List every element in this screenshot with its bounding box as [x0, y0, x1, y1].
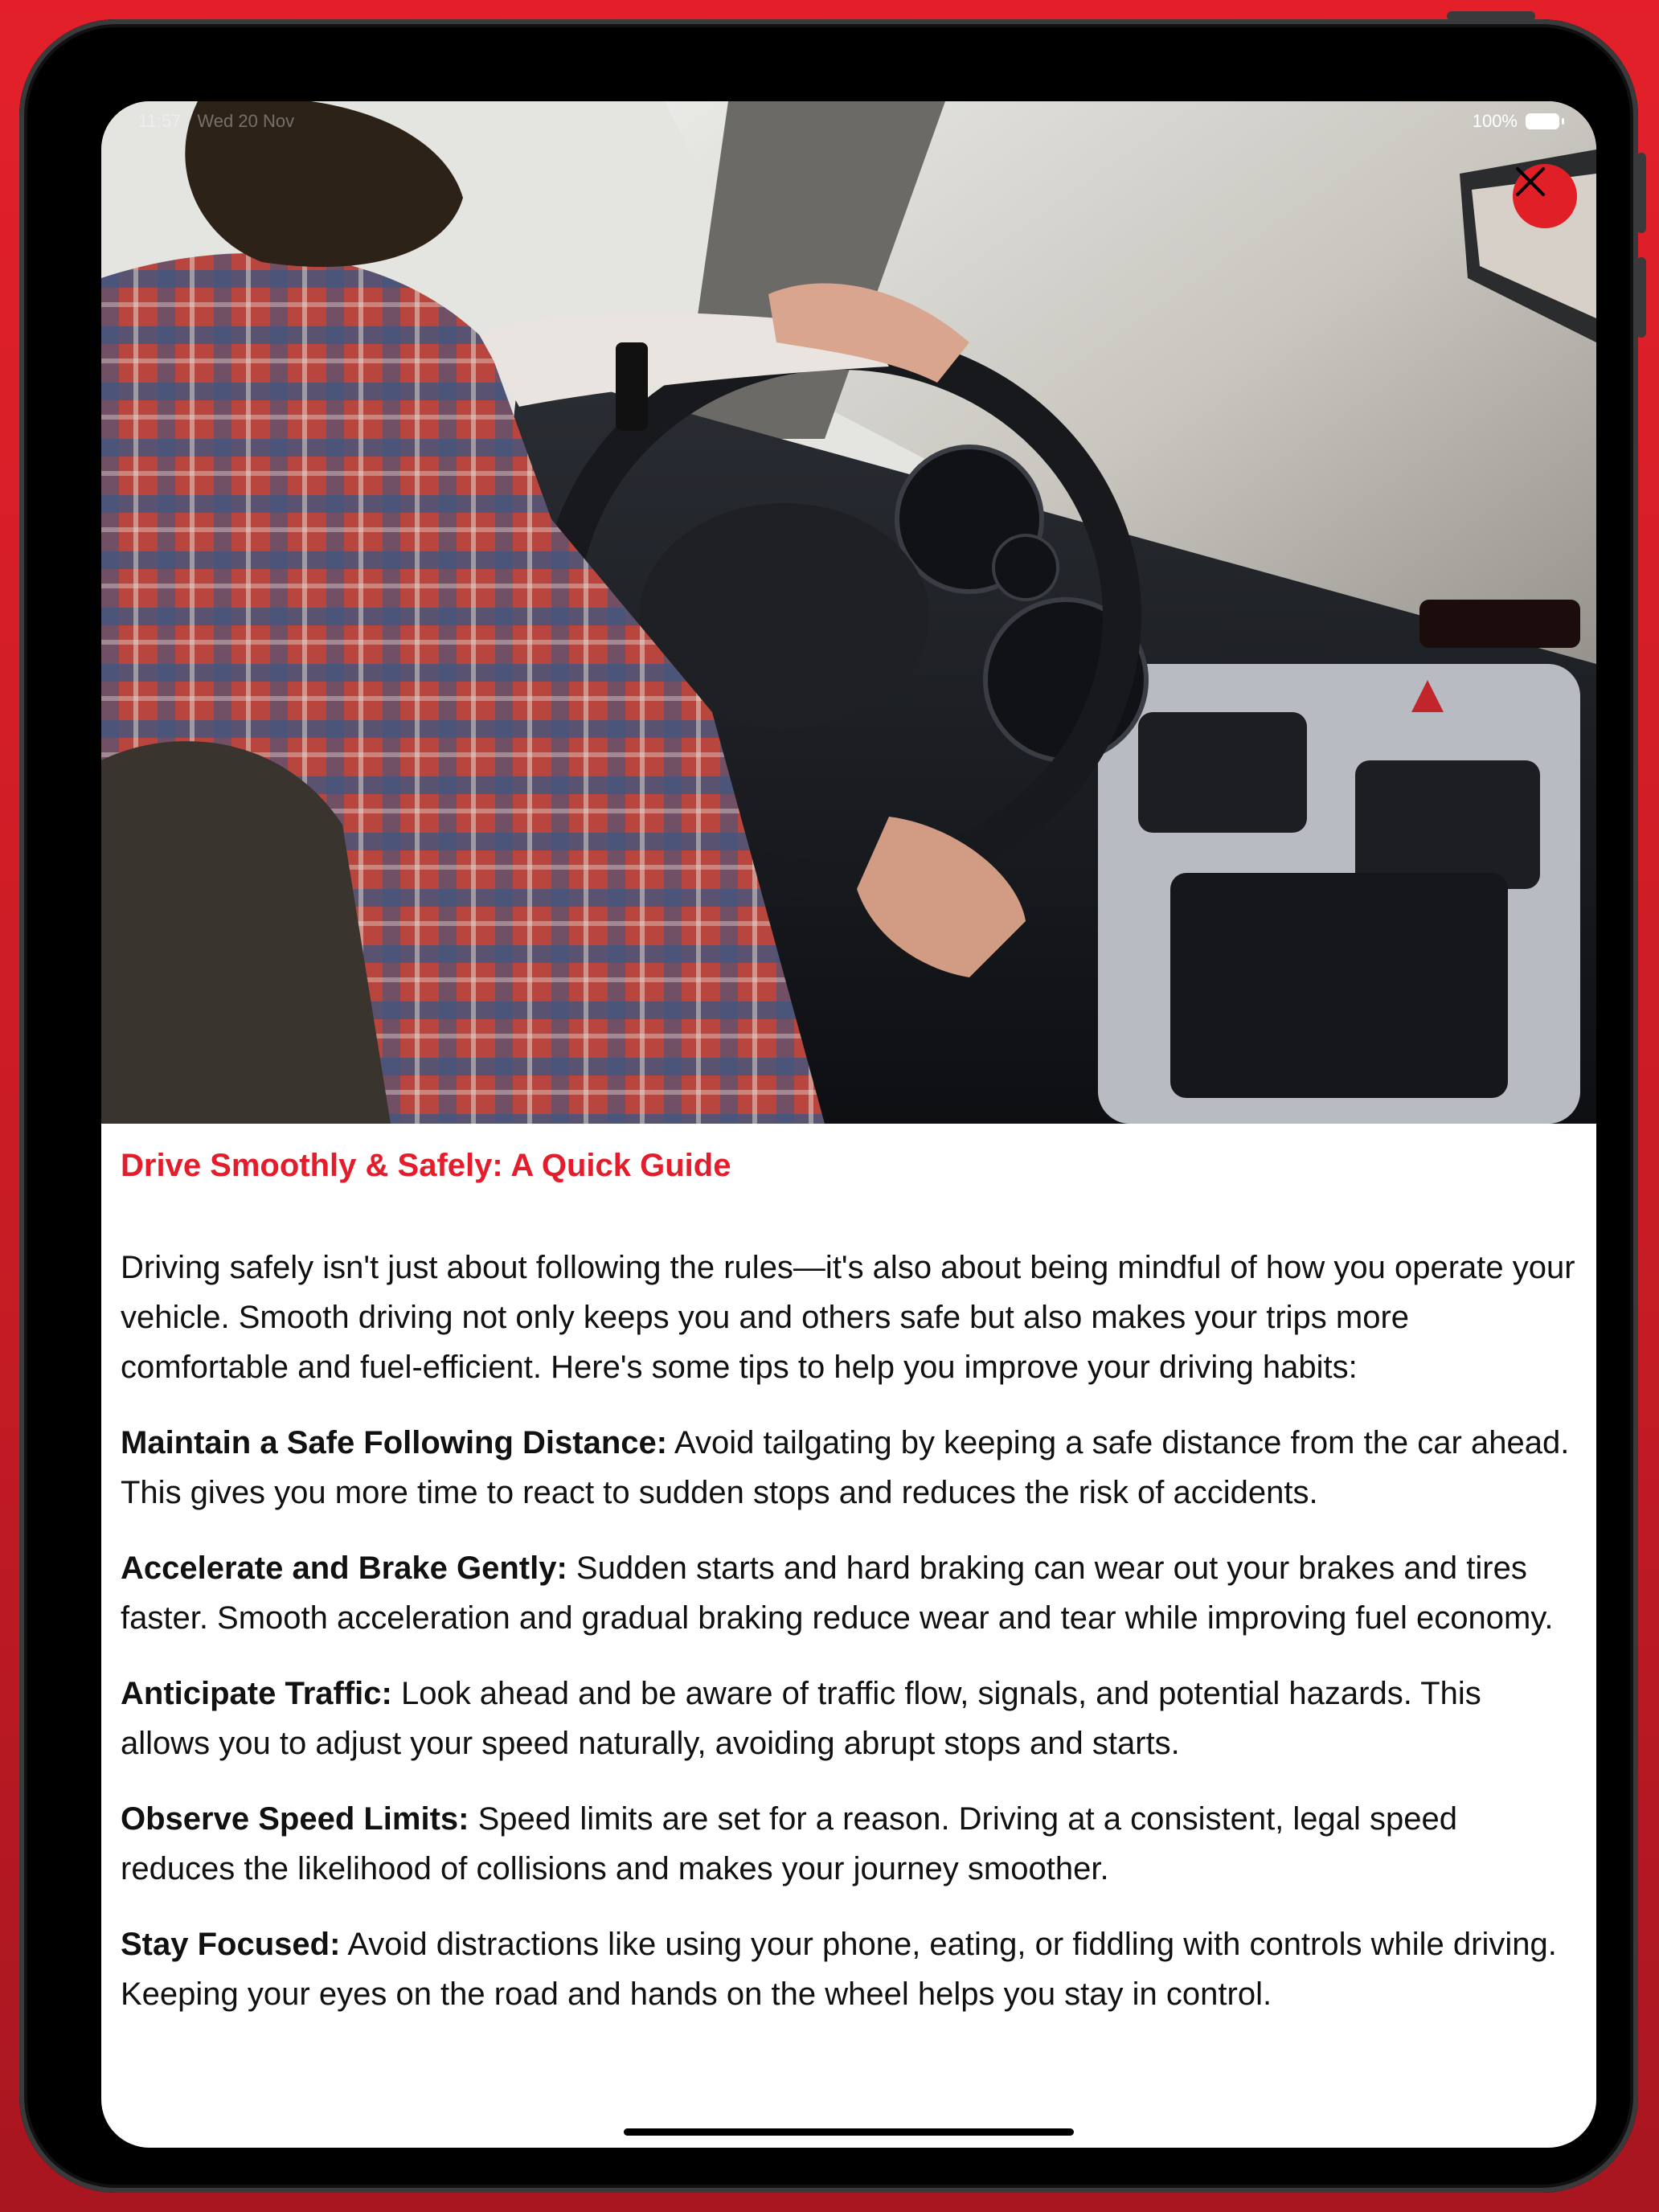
tip-heading: Maintain a Safe Following Distance: — [121, 1425, 668, 1460]
status-left — [138, 111, 294, 132]
tip-following-distance — [121, 1418, 1577, 1518]
tip-anticipate-traffic — [121, 1669, 1577, 1768]
status-date: Wed 20 Nov — [197, 111, 295, 131]
tablet-frame — [19, 19, 1638, 2193]
status-time: 11:57 — [138, 111, 182, 131]
tip-heading: Anticipate Traffic: — [121, 1676, 392, 1711]
screen — [101, 101, 1596, 2148]
tip-heading: Observe Speed Limits: — [121, 1801, 469, 1837]
status-bar — [101, 101, 1596, 141]
home-indicator[interactable] — [624, 2128, 1074, 2136]
tip-text: Speed limits are set for a reason. Driving at a consistent, legal speed reduces the likelihood of collisions and makes your journey smoother. — [121, 1801, 1458, 1886]
tip-accelerate-brake — [121, 1543, 1577, 1643]
close-icon — [1513, 164, 1548, 199]
wifi-icon — [101, 101, 124, 119]
tip-text: Sudden starts and hard braking can wear out your brakes and tires faster. Smooth acceleration and gradual braking reduce wear and tear while improving fuel economy. — [121, 1550, 1554, 1636]
tip-heading: Stay Focused: — [121, 1927, 341, 1962]
close-button[interactable] — [1513, 164, 1577, 228]
article-title: Drive Smoothly & Safely: A Quick Guide — [121, 1148, 731, 1183]
article-content — [121, 1124, 1577, 2019]
tip-stay-focused — [121, 1919, 1577, 2019]
tip-speed-limits — [121, 1794, 1577, 1894]
status-right — [1473, 111, 1559, 132]
tip-text: Avoid tailgating by keeping a safe distance from the car ahead. This gives you more time to react to sudden stops and reduces the risk of accidents. — [121, 1425, 1570, 1510]
tip-heading: Accelerate and Brake Gently: — [121, 1550, 567, 1586]
battery-icon — [1526, 113, 1559, 129]
tip-text: Look ahead and be aware of traffic flow, signals, and potential hazards. This allows you to adjust your speed naturally, avoiding abrupt stops and starts. — [121, 1676, 1481, 1761]
tip-text: Avoid distractions like using your phone, eating, or fiddling with controls while driving. Keeping your eyes on the road and hands on the wheel helps you stay in control. — [121, 1927, 1557, 2012]
driver-photo-illustration — [101, 101, 1596, 1124]
article-intro: Driving safely isn't just about following the rules—it's also about being mindful of how you operate your vehicle. Smooth driving not only keeps you and others safe but also makes your trips more comfortable and fuel-efficient. Here's some tips to help you improve your driving habits: — [121, 1250, 1575, 1385]
hero-image — [101, 101, 1596, 1124]
battery-percentage: 100% — [1472, 111, 1518, 131]
